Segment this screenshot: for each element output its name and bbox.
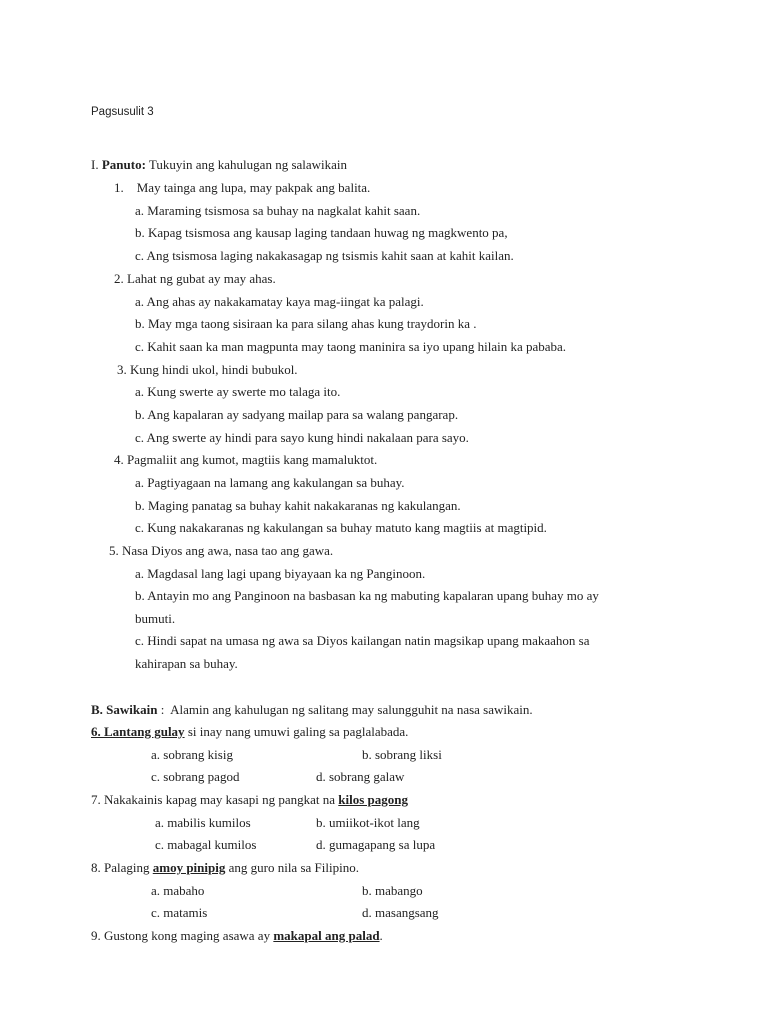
- question-text: Nasa Diyos ang awa, nasa tao ang gawa.: [122, 543, 334, 558]
- choice-1b: b. Kapag tsismosa ang kausap laging tandaan huwag ng magkwento pa,: [135, 225, 508, 240]
- choice-4c: c. Kung nakakaranas ng kakulangan sa buhay matuto kang magtiis at magtipid.: [135, 520, 547, 535]
- choice-8c: c. matamis: [151, 905, 208, 920]
- part1-label: Panuto:: [101, 157, 146, 172]
- question-text: 7. Nakakainis kapag may kasapi ng pangkat na: [91, 792, 336, 807]
- question-1: [114, 180, 370, 196]
- choice-3b: b. Ang kapalaran ay sadyang mailap para sa walang pangarap.: [135, 407, 459, 422]
- choice-5b: b. Antayin mo ang Panginoon na basbasan ka ng mabuting kapalaran upang buhay mo ay: [135, 588, 599, 603]
- question-5: [109, 543, 333, 559]
- question-8: [91, 860, 359, 876]
- choice-8d: d. masangsang: [362, 905, 439, 920]
- question-6: [91, 724, 408, 740]
- idiom-9: makapal ang palad: [273, 928, 380, 943]
- choice-5c: c. Hindi sapat na umasa ng awa sa Diyos kailangan natin magsikap upang makaahon sa: [135, 633, 590, 648]
- choice-7d: d. gumagapang sa lupa: [316, 837, 436, 852]
- question-number: 2.: [114, 271, 124, 286]
- choice-4b: b. Maging panatag sa buhay kahit nakakaranas ng kakulangan.: [135, 498, 461, 513]
- idiom-8: amoy pinipig: [152, 860, 226, 875]
- question-text: 8. Palaging: [91, 860, 150, 875]
- choice-2b: b. May mga taong sisiraan ka para silang ahas kung traydorin ka .: [135, 316, 477, 331]
- question-number: 1.: [114, 180, 124, 195]
- part2-instruction: Alamin ang kahulugan ng salitang may salungguhit na nasa sawikain.: [170, 702, 533, 717]
- question-number: 4.: [114, 452, 124, 467]
- choice-2c: c. Kahit saan ka man magpunta may taong maninira sa iyo upang hilain ka pababa.: [135, 339, 567, 354]
- question-text: May tainga ang lupa, may pakpak ang balita.: [136, 180, 371, 195]
- question-text: si inay nang umuwi galing sa paglalabada.: [187, 724, 409, 739]
- question-4: [114, 452, 377, 468]
- question-text: ang guro nila sa Filipino.: [228, 860, 359, 875]
- choice-6d: d. sobrang galaw: [316, 769, 405, 784]
- page-title: Pagsusulit 3: [91, 106, 154, 118]
- choice-6c: c. sobrang pagod: [151, 769, 240, 784]
- choice-5a: a. Magdasal lang lagi upang biyayaan ka ng Panginoon.: [135, 566, 426, 581]
- choice-4a: a. Pagtiyagaan na lamang ang kakulangan sa buhay.: [135, 475, 405, 490]
- part1-instruction: Tukuyin ang kahulugan ng salawikain: [148, 157, 348, 172]
- question-3: [117, 362, 298, 378]
- part2-heading: [91, 702, 533, 718]
- part2-label: B. Sawikain: [91, 702, 158, 717]
- question-9: [91, 928, 383, 944]
- choice-6a: a. sobrang kisig: [151, 747, 233, 762]
- idiom-6: 6. Lantang gulay: [91, 724, 185, 739]
- question-text: 9. Gustong kong maging asawa ay: [91, 928, 271, 943]
- choice-1c: c. Ang tsismosa laging nakakasagap ng tsismis kahit saan at kahit kailan.: [135, 248, 514, 263]
- part1-heading: [91, 157, 347, 173]
- question-text: Lahat ng gubat ay may ahas.: [127, 271, 276, 286]
- choice-7a: a. mabilis kumilos: [155, 815, 251, 830]
- choice-1a: a. Maraming tsismosa sa buhay na nagkalat kahit saan.: [135, 203, 421, 218]
- choice-3a: a. Kung swerte ay swerte mo talaga ito.: [135, 384, 341, 399]
- part1-number: I.: [91, 157, 99, 172]
- question-number: 3.: [117, 362, 127, 377]
- choice-7b: b. umiikot-ikot lang: [316, 815, 420, 830]
- idiom-7: kilos pagong: [338, 792, 409, 807]
- question-text: .: [379, 928, 383, 943]
- choice-7c: c. mabagal kumilos: [155, 837, 257, 852]
- question-number: 5.: [109, 543, 119, 558]
- choice-8b: b. mabango: [362, 883, 423, 898]
- question-7: [91, 792, 408, 808]
- question-text: Kung hindi ukol, hindi bubukol.: [130, 362, 298, 377]
- choice-5b-cont: bumuti.: [135, 611, 176, 626]
- choice-3c: c. Ang swerte ay hindi para sayo kung hindi nakalaan para sayo.: [135, 430, 469, 445]
- question-2: [114, 271, 276, 287]
- question-text: Pagmaliit ang kumot, magtiis kang mamaluktot.: [127, 452, 378, 467]
- choice-2a: a. Ang ahas ay nakakamatay kaya mag-iingat ka palagi.: [135, 294, 424, 309]
- choice-5c-cont: kahirapan sa buhay.: [135, 656, 238, 671]
- part2-separator: :: [160, 702, 165, 717]
- choice-6b: b. sobrang liksi: [362, 747, 442, 762]
- choice-8a: a. mabaho: [151, 883, 205, 898]
